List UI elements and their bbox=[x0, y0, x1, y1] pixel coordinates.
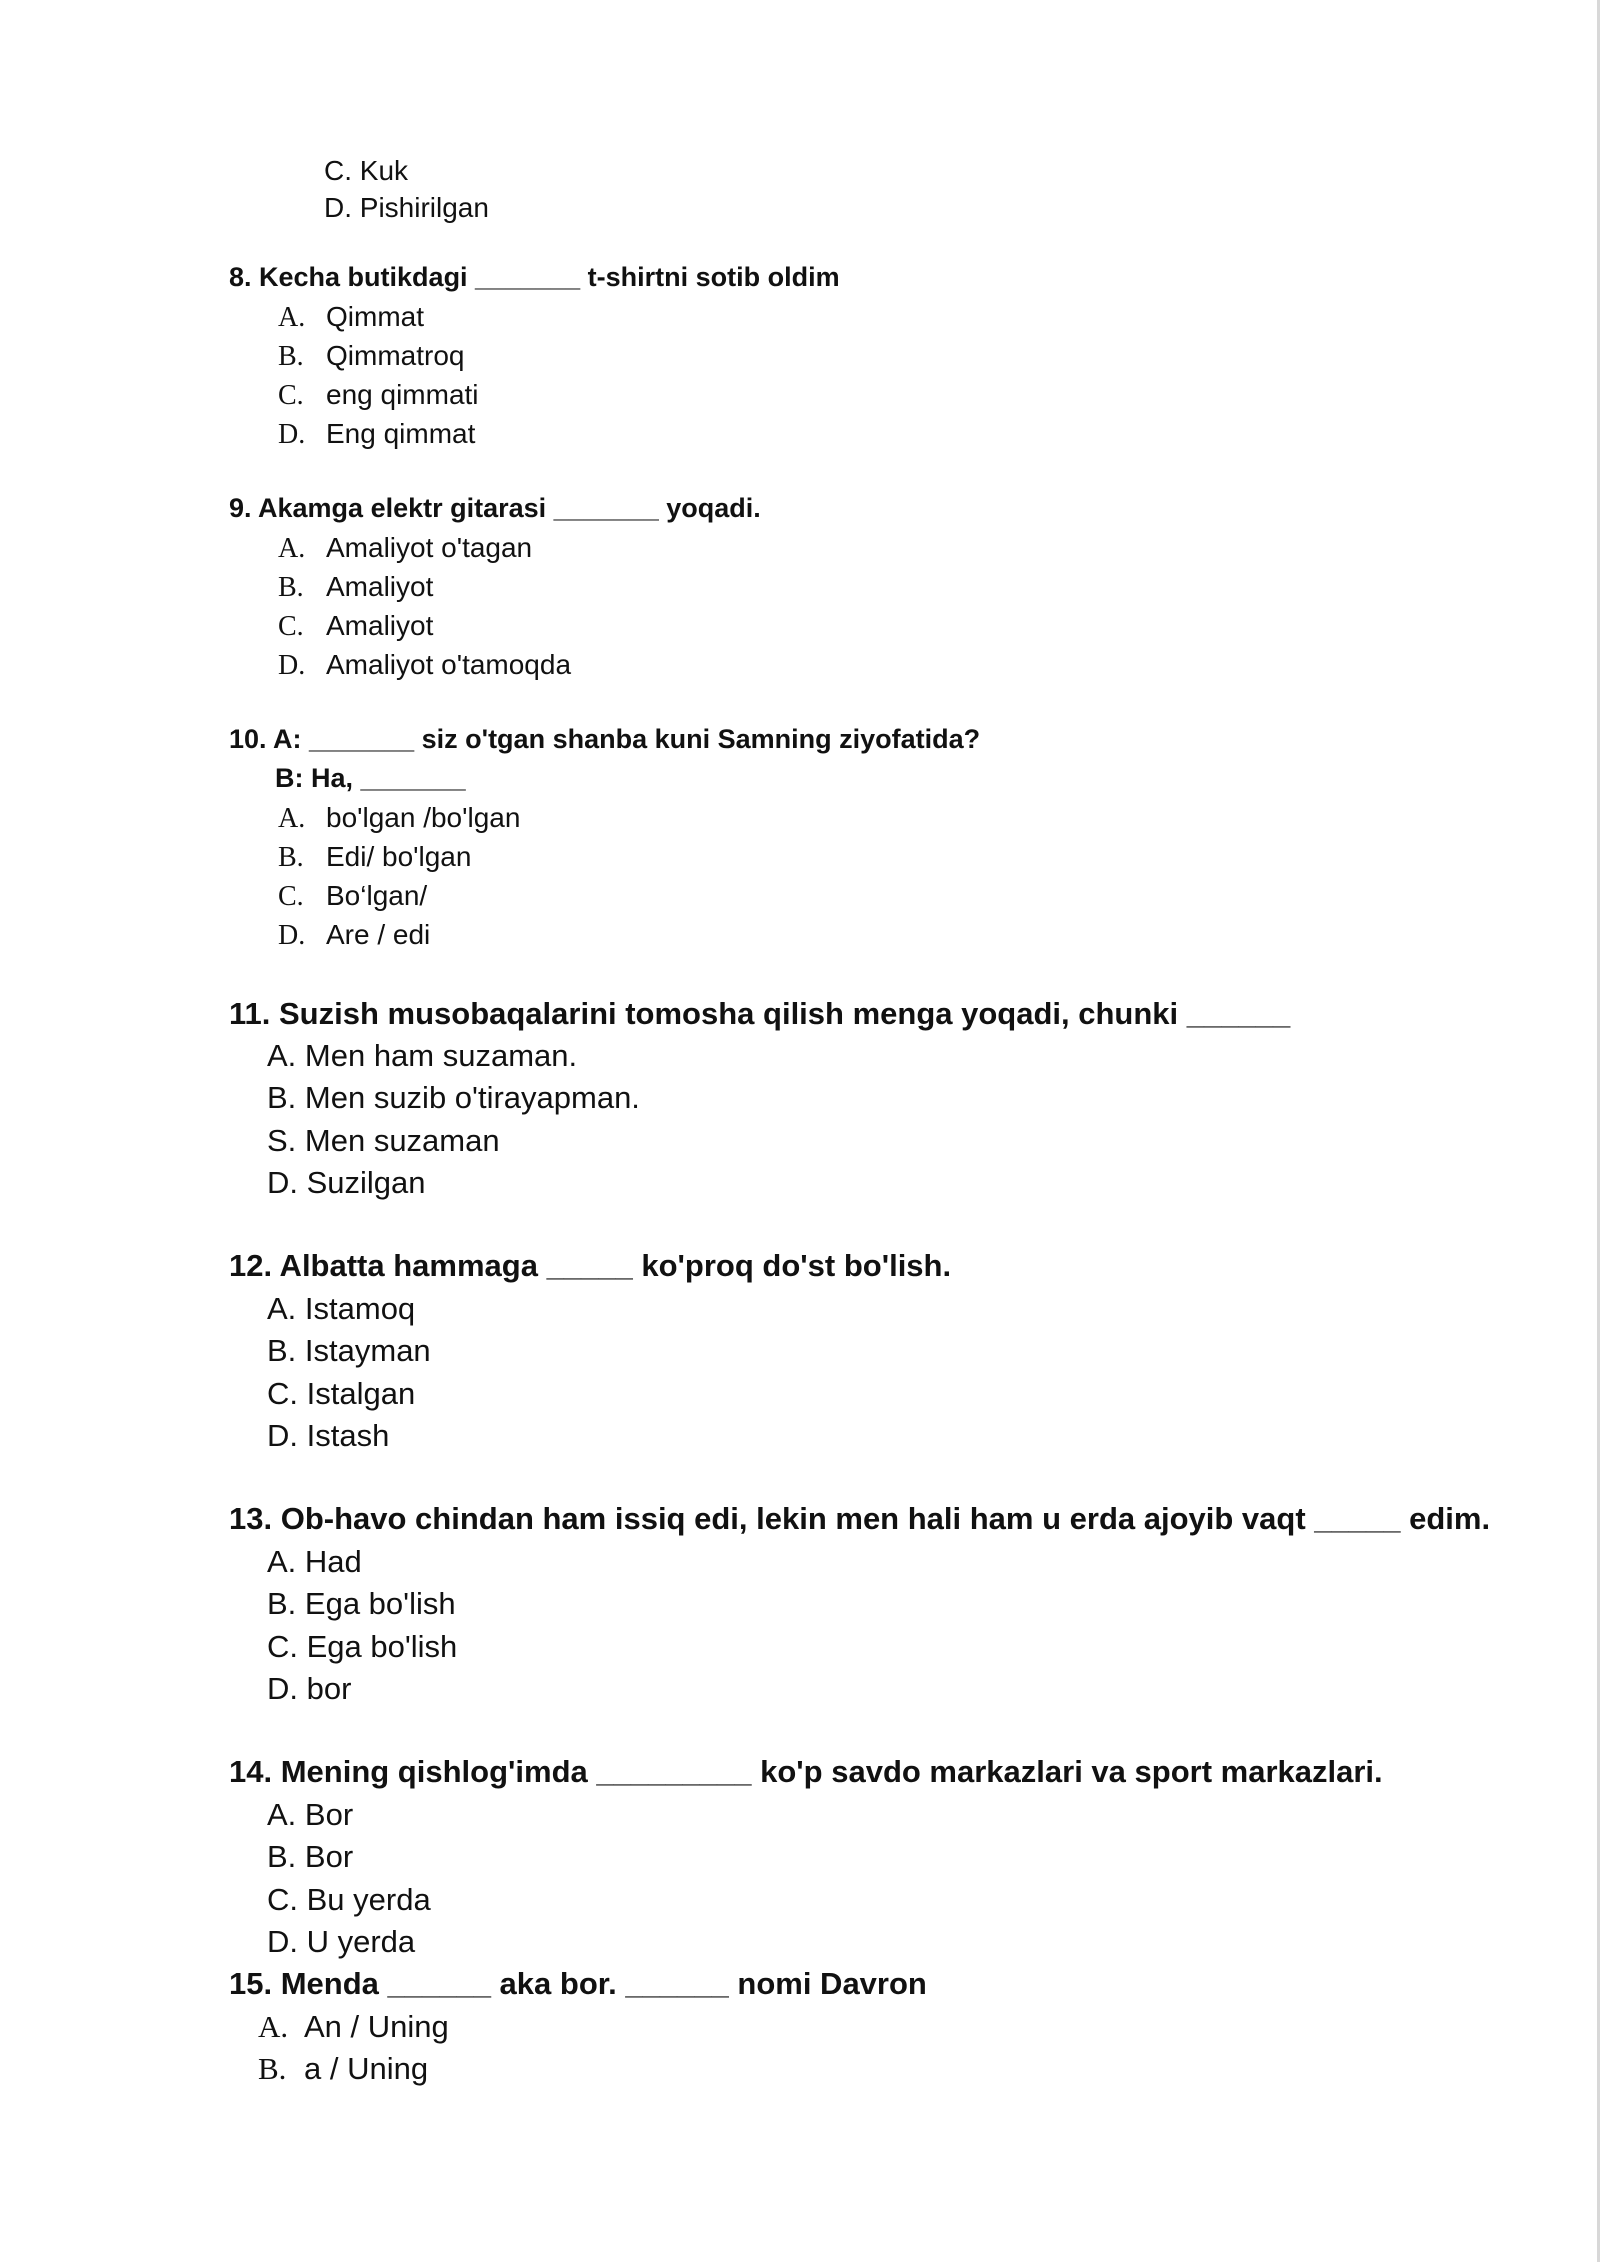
option-letter: B. bbox=[278, 572, 304, 603]
question-14-option-a: A. Bor bbox=[267, 1797, 354, 1832]
option-text: Eng qimmat bbox=[326, 418, 476, 449]
question-9-option-b bbox=[278, 573, 433, 602]
question-14-option-c: C. Bu yerda bbox=[267, 1882, 431, 1917]
question-8-option-c bbox=[278, 381, 479, 410]
question-10-option-a bbox=[278, 804, 520, 833]
question-13-prompt: 13. Ob-havo chindan ham issiq edi, lekin men hali ham u erda ajoyib vaqt _____ edim. bbox=[229, 1501, 1491, 1536]
option-letter: B. bbox=[278, 341, 304, 372]
question-9-prompt: 9. Akamga elektr gitarasi _______ yoqadi. bbox=[229, 493, 761, 523]
option-text: Amaliyot bbox=[326, 571, 434, 602]
option-letter: D. bbox=[278, 650, 306, 681]
question-15-prompt: 15. Menda ______ aka bor. ______ nomi Davron bbox=[229, 1966, 927, 2001]
question-13-option-b: B. Ega bo'lish bbox=[267, 1586, 456, 1621]
option-letter: C. bbox=[278, 380, 304, 411]
question-14-prompt: 14. Mening qishlog'imda _________ ko'p savdo markazlari va sport markazlari. bbox=[229, 1754, 1383, 1789]
question-8-option-d bbox=[278, 420, 475, 449]
question-12-option-a: A. Istamoq bbox=[267, 1291, 416, 1326]
question-14-option-b: B. Bor bbox=[267, 1839, 354, 1874]
option-text: Are / edi bbox=[326, 919, 431, 950]
option-text: Edi/ bo'lgan bbox=[326, 841, 472, 872]
option-letter: A. bbox=[278, 533, 306, 564]
question-9-option-c bbox=[278, 612, 433, 641]
option-text: Amaliyot o'tagan bbox=[326, 532, 533, 563]
question-9-option-a bbox=[278, 534, 532, 563]
question-13-option-a: A. Had bbox=[267, 1544, 362, 1579]
question-8-option-a bbox=[278, 303, 424, 332]
option-letter: A. bbox=[258, 2009, 289, 2044]
option-letter: B. bbox=[278, 842, 304, 873]
option-text: Amaliyot o'tamoqda bbox=[326, 649, 572, 680]
option-text: a / Uning bbox=[304, 2051, 429, 2086]
option-text: Amaliyot bbox=[326, 610, 434, 641]
option-letter: A. bbox=[278, 803, 306, 834]
question-10-option-d bbox=[278, 921, 430, 950]
question-8-prompt: 8. Kecha butikdagi _______ t-shirtni sotib oldim bbox=[229, 262, 840, 292]
option-letter: B. bbox=[258, 2051, 287, 2086]
option-letter: C. bbox=[278, 881, 304, 912]
option-letter: C. bbox=[278, 611, 304, 642]
option-letter: A. bbox=[278, 302, 306, 333]
option-text: Bo‘lgan/ bbox=[326, 880, 428, 911]
question-13-option-d: D. bor bbox=[267, 1671, 352, 1706]
question-12-prompt: 12. Albatta hammaga _____ ko'proq do'st bo'lish. bbox=[229, 1248, 952, 1283]
option-letter: D. bbox=[278, 419, 306, 450]
lead-option-d: D. Pishirilgan bbox=[324, 192, 489, 223]
question-10-prompt-b: B: Ha, _______ bbox=[275, 763, 466, 793]
question-14-option-d: D. U yerda bbox=[267, 1924, 416, 1959]
question-11-option-a: A. Men ham suzaman. bbox=[267, 1038, 578, 1073]
question-10-option-c bbox=[278, 882, 427, 911]
option-text: eng qimmati bbox=[326, 379, 479, 410]
question-11-option-d: D. Suzilgan bbox=[267, 1165, 426, 1200]
option-text: bo'lgan /bo'lgan bbox=[326, 802, 521, 833]
option-text: Qimmatroq bbox=[326, 340, 465, 371]
option-text: Qimmat bbox=[326, 301, 424, 332]
option-letter: D. bbox=[278, 920, 306, 951]
question-15-option-a bbox=[258, 2011, 449, 2042]
question-11-option-b: B. Men suzib o'tirayapman. bbox=[267, 1080, 640, 1115]
option-text: An / Uning bbox=[304, 2009, 449, 2044]
question-10-option-b bbox=[278, 843, 471, 872]
question-15-option-b bbox=[258, 2053, 428, 2084]
question-10-prompt: 10. A: _______ siz o'tgan shanba kuni Samning ziyofatida? bbox=[229, 724, 981, 754]
question-12-option-c: C. Istalgan bbox=[267, 1376, 416, 1411]
question-11-option-s: S. Men suzaman bbox=[267, 1123, 500, 1158]
question-8-option-b bbox=[278, 342, 464, 371]
question-12-option-b: B. Istayman bbox=[267, 1333, 431, 1368]
question-11-prompt: 11. Suzish musobaqalarini tomosha qilish menga yoqadi, chunki ______ bbox=[229, 996, 1291, 1031]
lead-option-c: C. Kuk bbox=[324, 155, 409, 186]
question-13-option-c: C. Ega bo'lish bbox=[267, 1629, 458, 1664]
question-9-option-d bbox=[278, 651, 571, 680]
question-12-option-d: D. Istash bbox=[267, 1418, 390, 1453]
